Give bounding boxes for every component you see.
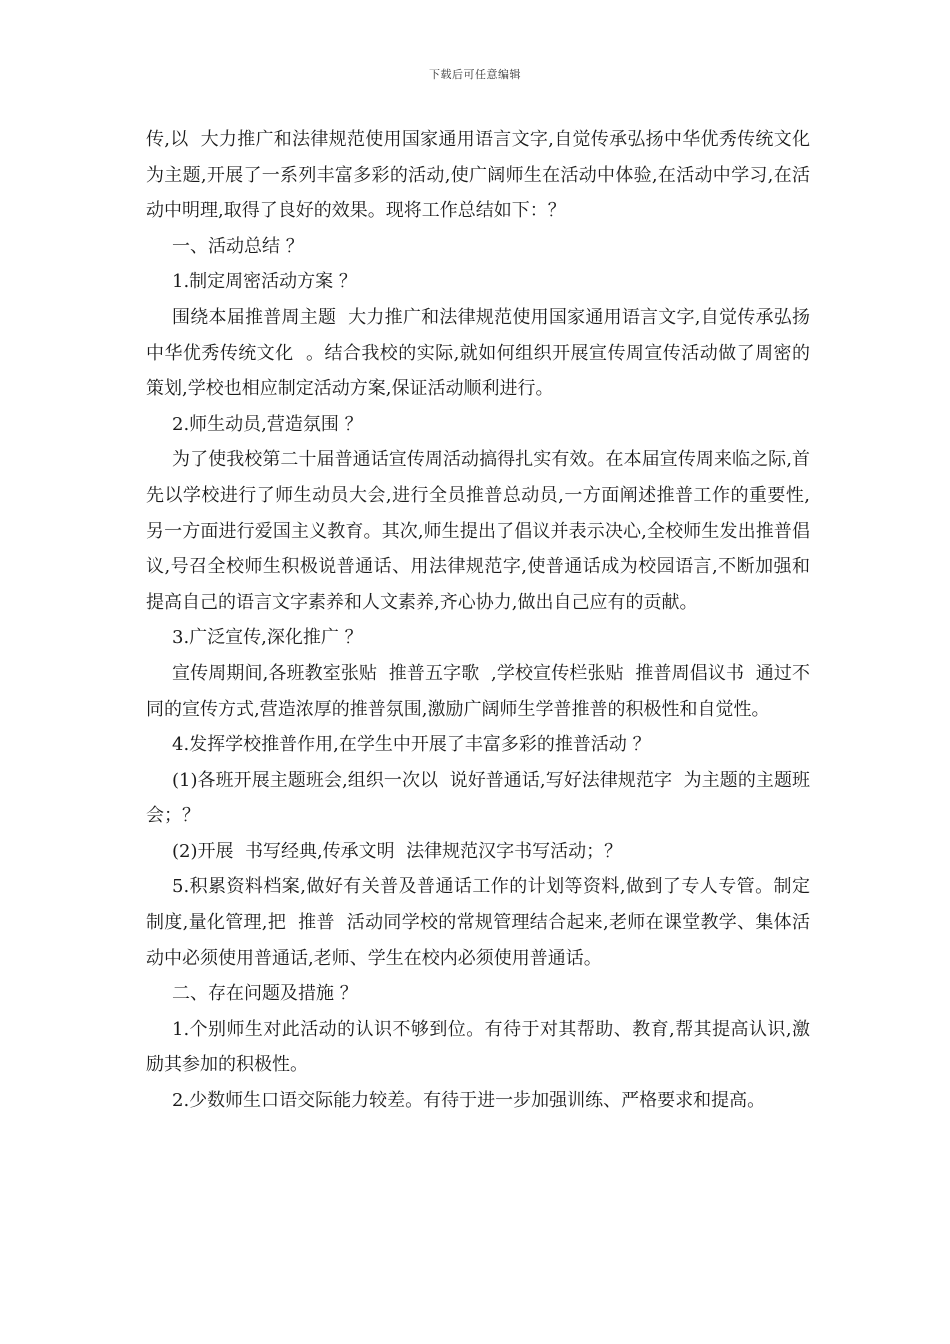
sub-item-2: (2)开展 书写经典,传承文明 法律规范汉字书写活动；？ xyxy=(172,840,623,862)
item-heading-2: 2.师生动员,营造氛围 ？ xyxy=(172,413,363,435)
sub-item-1: (1)各班开展主题班会,组织一次以 说好普通话,写好法律规范字 为主题的主题班会；？ xyxy=(146,769,810,827)
page-header: 下载后可任意编辑 xyxy=(429,68,521,81)
item-heading-4: 4.发挥学校推普作用,在学生中开展了丰富多彩的推普活动 ？ xyxy=(172,734,651,756)
problem-paragraph-1: 1.个别师生对此活动的认识不够到位。有待于对其帮助、教育,帮其提高认识,激励其参加的积极性。 xyxy=(146,1018,810,1076)
item-paragraph-3: 宣传周期间,各班教室张贴 推普五字歌 ,学校宣传栏张贴 推普周倡议书 通过不同的宣传方式,营造浓厚的推普氛围,激励广阔师生学普推普的积极性和自觉性。 xyxy=(146,662,810,720)
section-heading-problems: 二、存在问题及措施 ？ xyxy=(172,983,358,1005)
problem-paragraph-2: 2.少数师生口语交际能力较差。有待于进一步加强训练、严格要求和提高。 xyxy=(172,1090,766,1112)
item-paragraph-2: 为了使我校第二十届普通话宣传周活动搞得扎实有效。在本届宣传周来临之际,首先以学校进行了师生动员大会,进行全员推普总动员,一方面阐述推普工作的重要性,另一方面进行爱国主义教育。其次,师生提出了倡议并表示决心,全校师生发出推普倡议,号召全校师生积极说普通话、用法律规范字,使普通话成为校园语言,不断加强和提高自己的语言文字素养和人文素养,齐心协力,做出自己应有的贡献。 xyxy=(146,449,810,613)
document-body xyxy=(146,122,822,1119)
intro-paragraph: 传,以 大力推广和法律规范使用国家通用语言文字,自觉传承弘扬中华优秀传统文化 为主题,开展了一系列丰富多彩的活动,使广阔师生在活动中体验,在活动中学习,在活动中明理,取得了良好的效果。现将工作总结如下：？ xyxy=(146,129,822,222)
item-heading-1: 1.制定周密活动方案 ？ xyxy=(172,271,357,293)
item-paragraph-1: 围绕本届推普周主题 大力推广和法律规范使用国家通用语言文字,自觉传承弘扬中华优秀传统文化 。结合我校的实际,就如何组织开展宣传周宣传活动做了周密的策划,学校也相应制定活动方案,保证活动顺利进行。 xyxy=(146,306,810,400)
section-heading-summary: 一、活动总结 ？ xyxy=(172,235,304,257)
item-paragraph-5: 5.积累资料档案,做好有关普及普通话工作的计划等资料,做到了专人专管。制定制度,量化管理,把 推普 活动同学校的常规管理结合起来,老师在课堂教学、集体活动中必须使用普通话,老师、学生在校内必须使用普通话。 xyxy=(146,876,810,969)
item-heading-3: 3.广泛宣传,深化推广 ？ xyxy=(172,627,363,649)
